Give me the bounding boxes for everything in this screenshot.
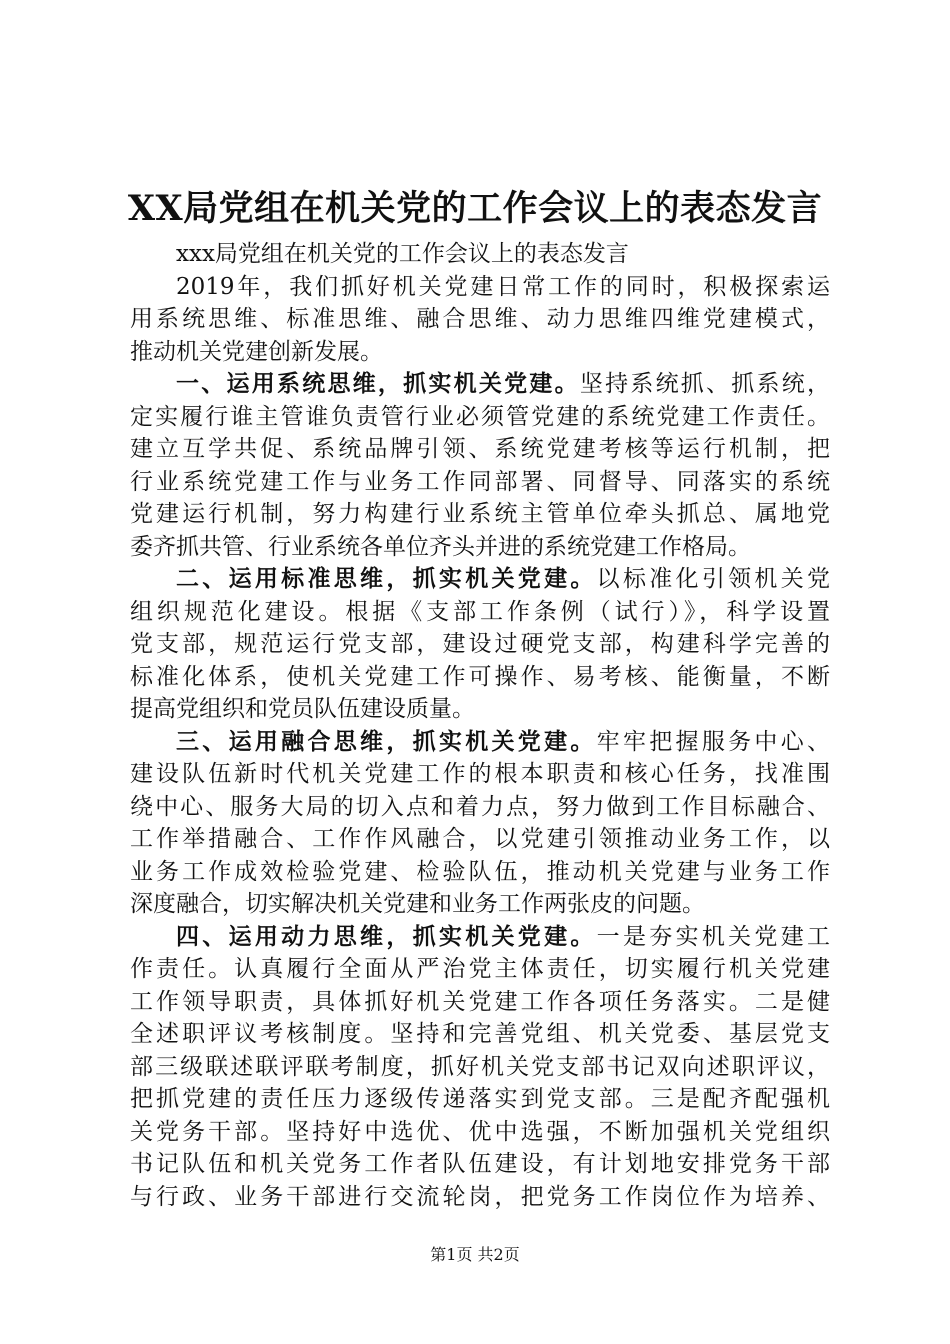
line-text: 党建运行机制，努力构建行业系统主管单位牵头抓总、属地党 bbox=[130, 501, 830, 527]
line-text: 与行政、业务干部进行交流轮岗，把党务工作岗位作为培养、 bbox=[130, 1183, 830, 1210]
line-text: 一是夯实机关党建工 bbox=[596, 923, 830, 950]
text-line bbox=[130, 401, 830, 434]
line-text: 绕中心、服务大局的切入点和着力点，努力做到工作目标融合、 bbox=[130, 793, 830, 820]
text-line bbox=[130, 1148, 830, 1181]
text-line bbox=[130, 791, 830, 824]
line-text: 工作领导职责，具体抓好机关党建工作各项任务落实。二是健 bbox=[130, 988, 830, 1015]
line-text: 牢牢把握服务中心、 bbox=[596, 728, 830, 755]
text-line bbox=[130, 238, 830, 271]
line-text: 把抓党建的责任压力逐级传递落实到党支部。三是配齐配强机 bbox=[130, 1086, 830, 1112]
text-line bbox=[130, 986, 830, 1019]
line-text: 2019年，我们抓好机关党建日常工作的同时，积极探索运 bbox=[176, 273, 830, 300]
line-text: 建设队伍新时代机关党建工作的根本职责和核心任务，找准围 bbox=[130, 761, 830, 787]
line-text: 深度融合，切实解决机关党建和业务工作两张皮的问题。 bbox=[130, 891, 705, 917]
line-text: 部三级联述联评联考制度，抓好机关党支部书记双向述职评议， bbox=[130, 1053, 830, 1080]
text-line bbox=[130, 368, 830, 401]
line-text: 定实履行谁主管谁负责管行业必须管党建的系统党建工作责任。 bbox=[130, 403, 830, 430]
text-line bbox=[130, 433, 830, 466]
line-text: 全述职评议考核制度。坚持和完善党组、机关党委、基层党支 bbox=[130, 1021, 830, 1047]
document-body bbox=[130, 238, 830, 1213]
section-heading: 二、运用标准思维，抓实机关党建。 bbox=[176, 565, 597, 592]
line-text: xxx局党组在机关党的工作会议上的表态发言 bbox=[176, 241, 629, 267]
section-heading: 一、运用系统思维，抓实机关党建。 bbox=[176, 370, 580, 397]
text-line bbox=[130, 856, 830, 889]
line-text: 党支部，规范运行党支部，建设过硬党支部，构建科学完善的 bbox=[130, 631, 830, 657]
text-line bbox=[130, 336, 830, 369]
text-line bbox=[130, 1083, 830, 1116]
text-line bbox=[130, 466, 830, 499]
text-line bbox=[130, 563, 830, 596]
text-line bbox=[130, 693, 830, 726]
line-text: 坚持系统抓、抓系统， bbox=[579, 371, 830, 397]
text-line bbox=[130, 1116, 830, 1149]
text-line bbox=[130, 953, 830, 986]
line-text: 行业系统党建工作与业务工作同部署、同督导、同落实的系统 bbox=[130, 468, 830, 495]
text-line bbox=[130, 661, 830, 694]
line-text: 组织规范化建设。根据《支部工作条例（试行）》，科学设置 bbox=[130, 598, 830, 625]
line-text: 业务工作成效检验党建、检验队伍，推动机关党建与业务工作 bbox=[130, 858, 830, 885]
line-text: 作责任。认真履行全面从严治党主体责任，切实履行机关党建 bbox=[130, 956, 830, 982]
text-line bbox=[130, 921, 830, 954]
text-line bbox=[130, 1051, 830, 1084]
text-line bbox=[130, 498, 830, 531]
line-text: 用系统思维、标准思维、融合思维、动力思维四维党建模式， bbox=[130, 306, 830, 332]
line-text: 推动机关党建创新发展。 bbox=[130, 338, 383, 365]
text-line bbox=[130, 823, 830, 856]
text-line bbox=[130, 271, 830, 304]
text-line bbox=[130, 596, 830, 629]
section-heading: 四、运用动力思维，抓实机关党建。 bbox=[176, 922, 597, 950]
text-line bbox=[130, 726, 830, 759]
line-text: 工作举措融合、工作作风融合，以党建引领推动业务工作，以 bbox=[130, 826, 830, 852]
text-line bbox=[130, 1018, 830, 1051]
line-text: 委齐抓共管、行业系统各单位齐头并进的系统党建工作格局。 bbox=[130, 533, 751, 560]
text-line bbox=[130, 1181, 830, 1214]
line-text: 建立互学共促、系统品牌引领、系统党建考核等运行机制，把 bbox=[130, 436, 830, 462]
text-line bbox=[130, 303, 830, 336]
line-text: 书记队伍和机关党务工作者队伍建设，有计划地安排党务干部 bbox=[130, 1151, 830, 1177]
line-text: 以标准化引领机关党 bbox=[596, 566, 830, 592]
section-heading: 三、运用融合思维，抓实机关党建。 bbox=[176, 727, 597, 755]
text-line bbox=[130, 628, 830, 661]
document-title: XX局党组在机关党的工作会议上的表态发言 bbox=[127, 188, 823, 229]
text-line bbox=[130, 888, 830, 921]
text-line bbox=[130, 531, 830, 564]
page-footer: 第1页 共2页 bbox=[430, 1245, 520, 1264]
line-text: 关党务干部。坚持好中选优、优中选强，不断加强机关党组织 bbox=[130, 1118, 830, 1145]
text-line bbox=[130, 758, 830, 791]
line-text: 标准化体系，使机关党建工作可操作、易考核、能衡量，不断 bbox=[130, 663, 830, 690]
line-text: 提高党组织和党员队伍建设质量。 bbox=[130, 696, 475, 722]
